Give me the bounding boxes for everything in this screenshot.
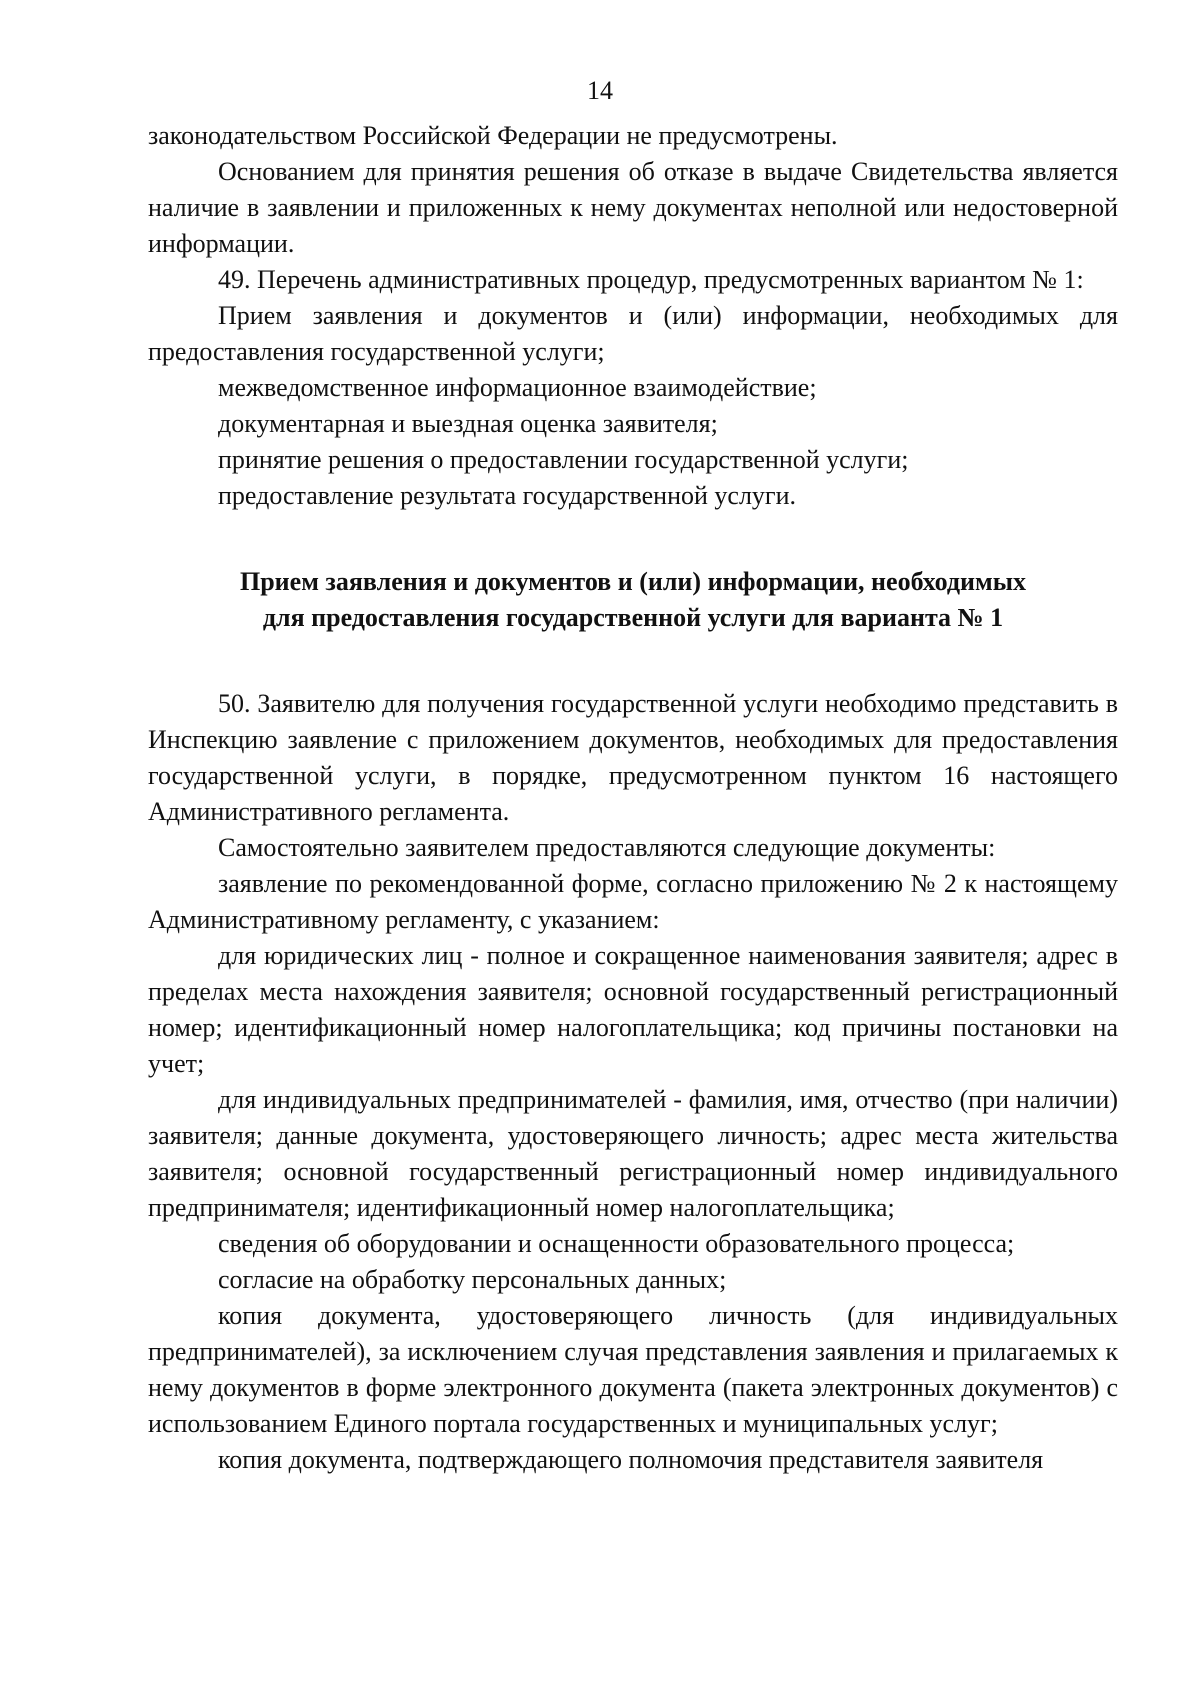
list-item: копия документа, удостоверяющего личность (для индивидуальных предпринимателей), за исключением случая представления заявления и прилагаемых к нему документов в форме электронного документа (пакета электронных документов) с использованием Единого портала государственных и муниципальных услуг; <box>148 1301 1118 1438</box>
paragraph: 49. Перечень административных процедур, предусмотренных вариантом № 1: <box>218 265 1084 294</box>
list-item: сведения об оборудовании и оснащенности образовательного процесса; <box>218 1229 1015 1258</box>
page-number: 14 <box>587 76 613 105</box>
document-body <box>148 118 1118 1478</box>
spacer <box>148 636 1118 686</box>
list-item: для индивидуальных предпринимателей - фамилия, имя, отчество (при наличии) заявителя; данные документа, удостоверяющего личность; адрес места жительства заявителя; основной государственный регистрационный номер индивидуального предпринимателя; идентификационный номер налогоплательщика; <box>148 1085 1118 1222</box>
list-item: заявление по рекомендованной форме, согласно приложению № 2 к настоящему Административному регламенту, с указанием: <box>148 869 1118 934</box>
list-item: для юридических лиц - полное и сокращенное наименования заявителя; адрес в пределах места нахождения заявителя; основной государственный регистрационный номер; идентификационный номер налогоплательщика; код причины постановки на учет; <box>148 941 1118 1078</box>
list-item: принятие решения о предоставлении государственной услуги; <box>218 445 909 474</box>
paragraph: 50. Заявителю для получения государственной услуги необходимо представить в Инспекцию заявление с приложением документов, необходимых для предоставления государственной услуги, в порядке, предусмотренном пунктом 16 настоящего Административного регламента. <box>148 689 1118 826</box>
spacer <box>148 514 1118 564</box>
paragraph: Основанием для принятия решения об отказе в выдаче Свидетельства является наличие в заявлении и приложенных к нему документах неполной или недостоверной информации. <box>148 157 1118 258</box>
list-item: согласие на обработку персональных данных; <box>218 1265 727 1294</box>
paragraph: Прием заявления и документов и (или) информации, необходимых для предоставления государственной услуги; <box>148 301 1118 366</box>
section-heading-line-2: для предоставления государственной услуги для варианта № 1 <box>262 603 1004 632</box>
list-item: копия документа, подтверждающего полномочия представителя заявителя <box>218 1445 1044 1474</box>
list-item: предоставление результата государственной услуги. <box>218 481 797 510</box>
list-item: документарная и выездная оценка заявителя; <box>218 409 718 438</box>
paragraph: законодательством Российской Федерации не предусмотрены. <box>148 121 838 150</box>
section-heading-line-1: Прием заявления и документов и (или) информации, необходимых <box>239 567 1026 596</box>
paragraph: Самостоятельно заявителем предоставляются следующие документы: <box>218 833 996 862</box>
list-item: межведомственное информационное взаимодействие; <box>218 373 817 402</box>
